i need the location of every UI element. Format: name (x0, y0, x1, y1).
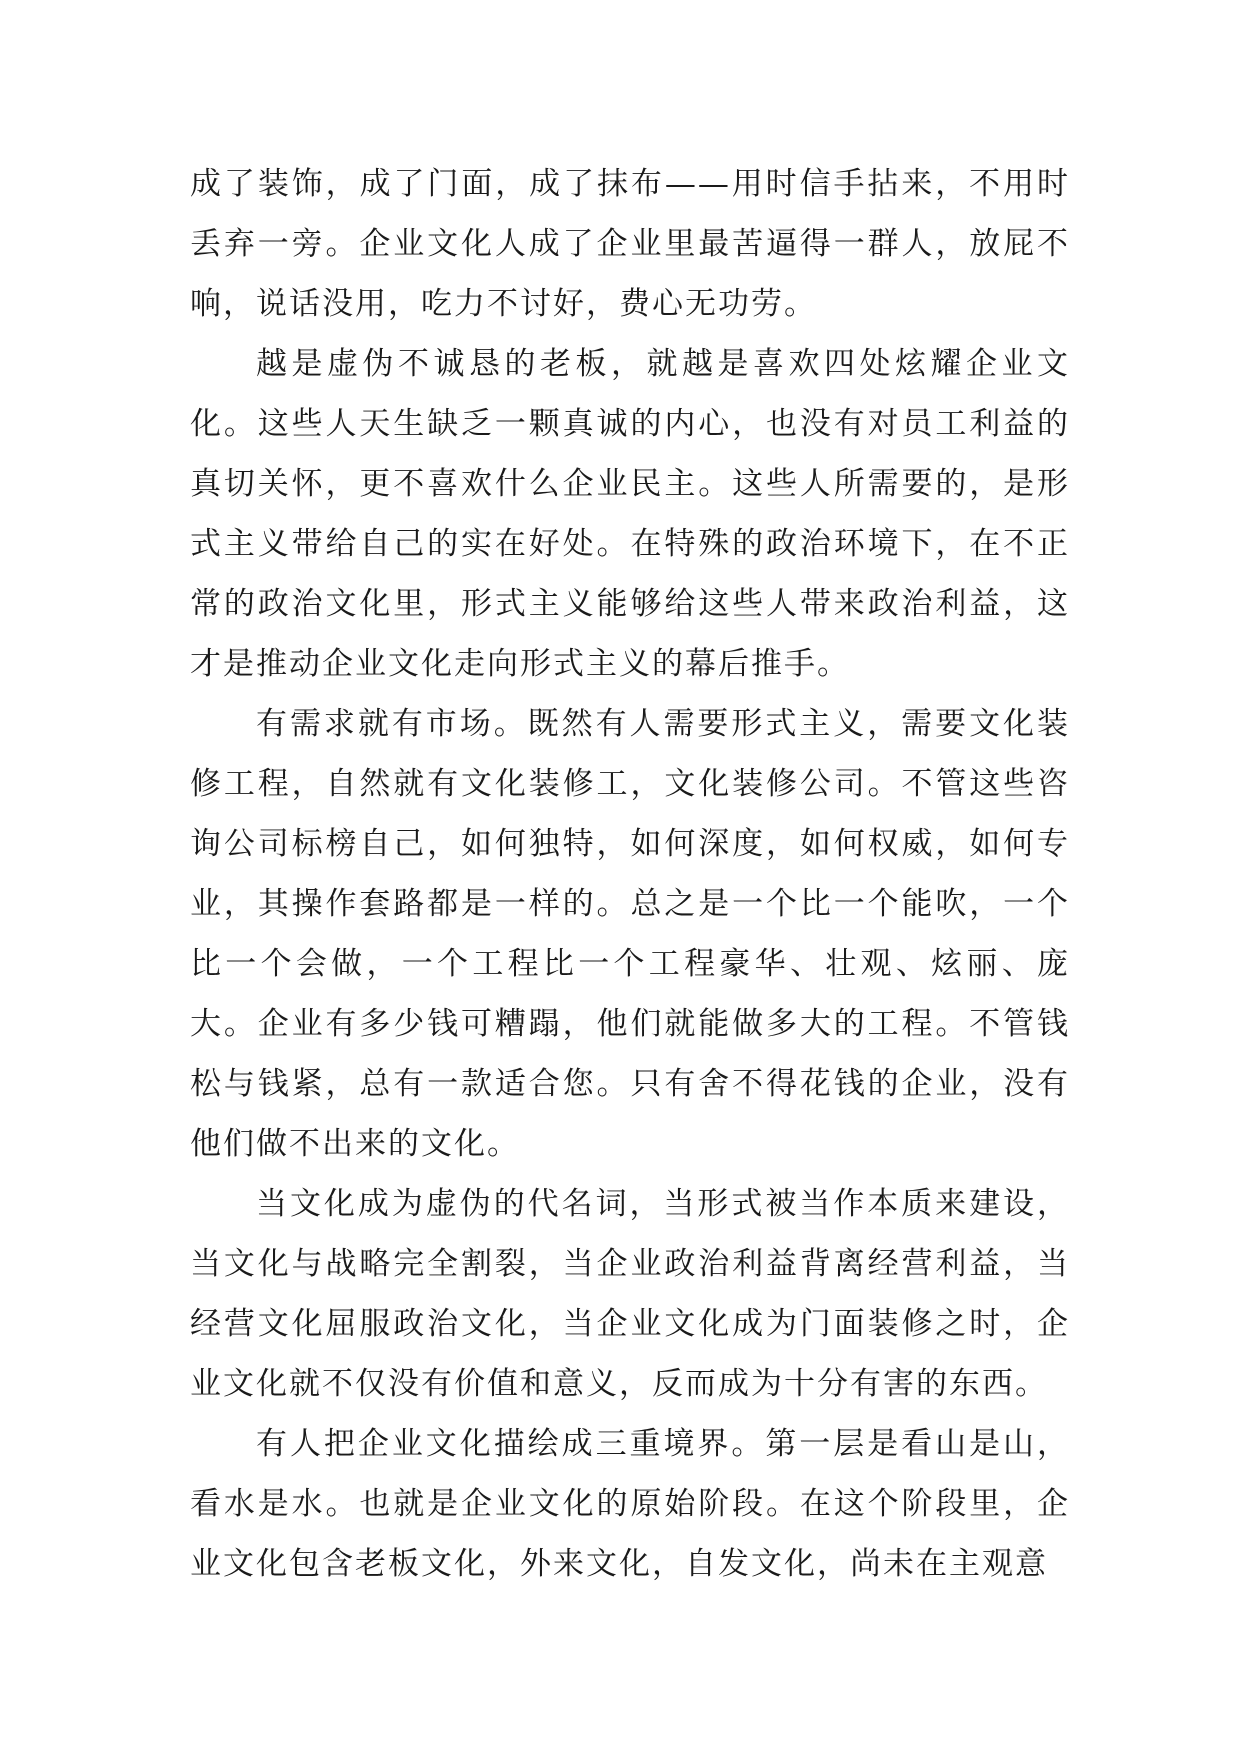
paragraph-2: 越是虚伪不诚恳的老板，就越是喜欢四处炫耀企业文化。这些人天生缺乏一颗真诚的内心，也没有对员工利益的真切关怀，更不喜欢什么企业民主。这些人所需要的，是形式主义带给自己的实在好处。在特殊的政治环境下，在不正常的政治文化里，形式主义能够给这些人带来政治利益，这才是推动企业文化走向形式主义的幕后推手。 (190, 346, 1070, 682)
paragraph-1: 成了装饰，成了门面，成了抹布——用时信手拈来，不用时丢弃一旁。企业文化人成了企业里最苦逼得一群人，放屁不响，说话没用，吃力不讨好，费心无功劳。 (190, 166, 1070, 322)
body-text (190, 154, 1070, 1594)
paragraph-5: 有人把企业文化描绘成三重境界。第一层是看山是山，看水是水。也就是企业文化的原始阶段。在这个阶段里，企业文化包含老板文化，外来文化，自发文化，尚未在主观意 (190, 1426, 1070, 1582)
paragraph-4: 当文化成为虚伪的代名词，当形式被当作本质来建设，当文化与战略完全割裂，当企业政治利益背离经营利益，当经营文化屈服政治文化，当企业文化成为门面装修之时，企业文化就不仅没有价值和意义，反而成为十分有害的东西。 (190, 1186, 1070, 1402)
paragraph-3: 有需求就有市场。既然有人需要形式主义，需要文化装修工程，自然就有文化装修工，文化装修公司。不管这些咨询公司标榜自己，如何独特，如何深度，如何权威，如何专业，其操作套路都是一样的。总之是一个比一个能吹，一个比一个会做，一个工程比一个工程豪华、壮观、炫丽、庞大。企业有多少钱可糟蹋，他们就能做多大的工程。不管钱松与钱紧，总有一款适合您。只有舍不得花钱的企业，没有他们做不出来的文化。 (190, 706, 1070, 1162)
